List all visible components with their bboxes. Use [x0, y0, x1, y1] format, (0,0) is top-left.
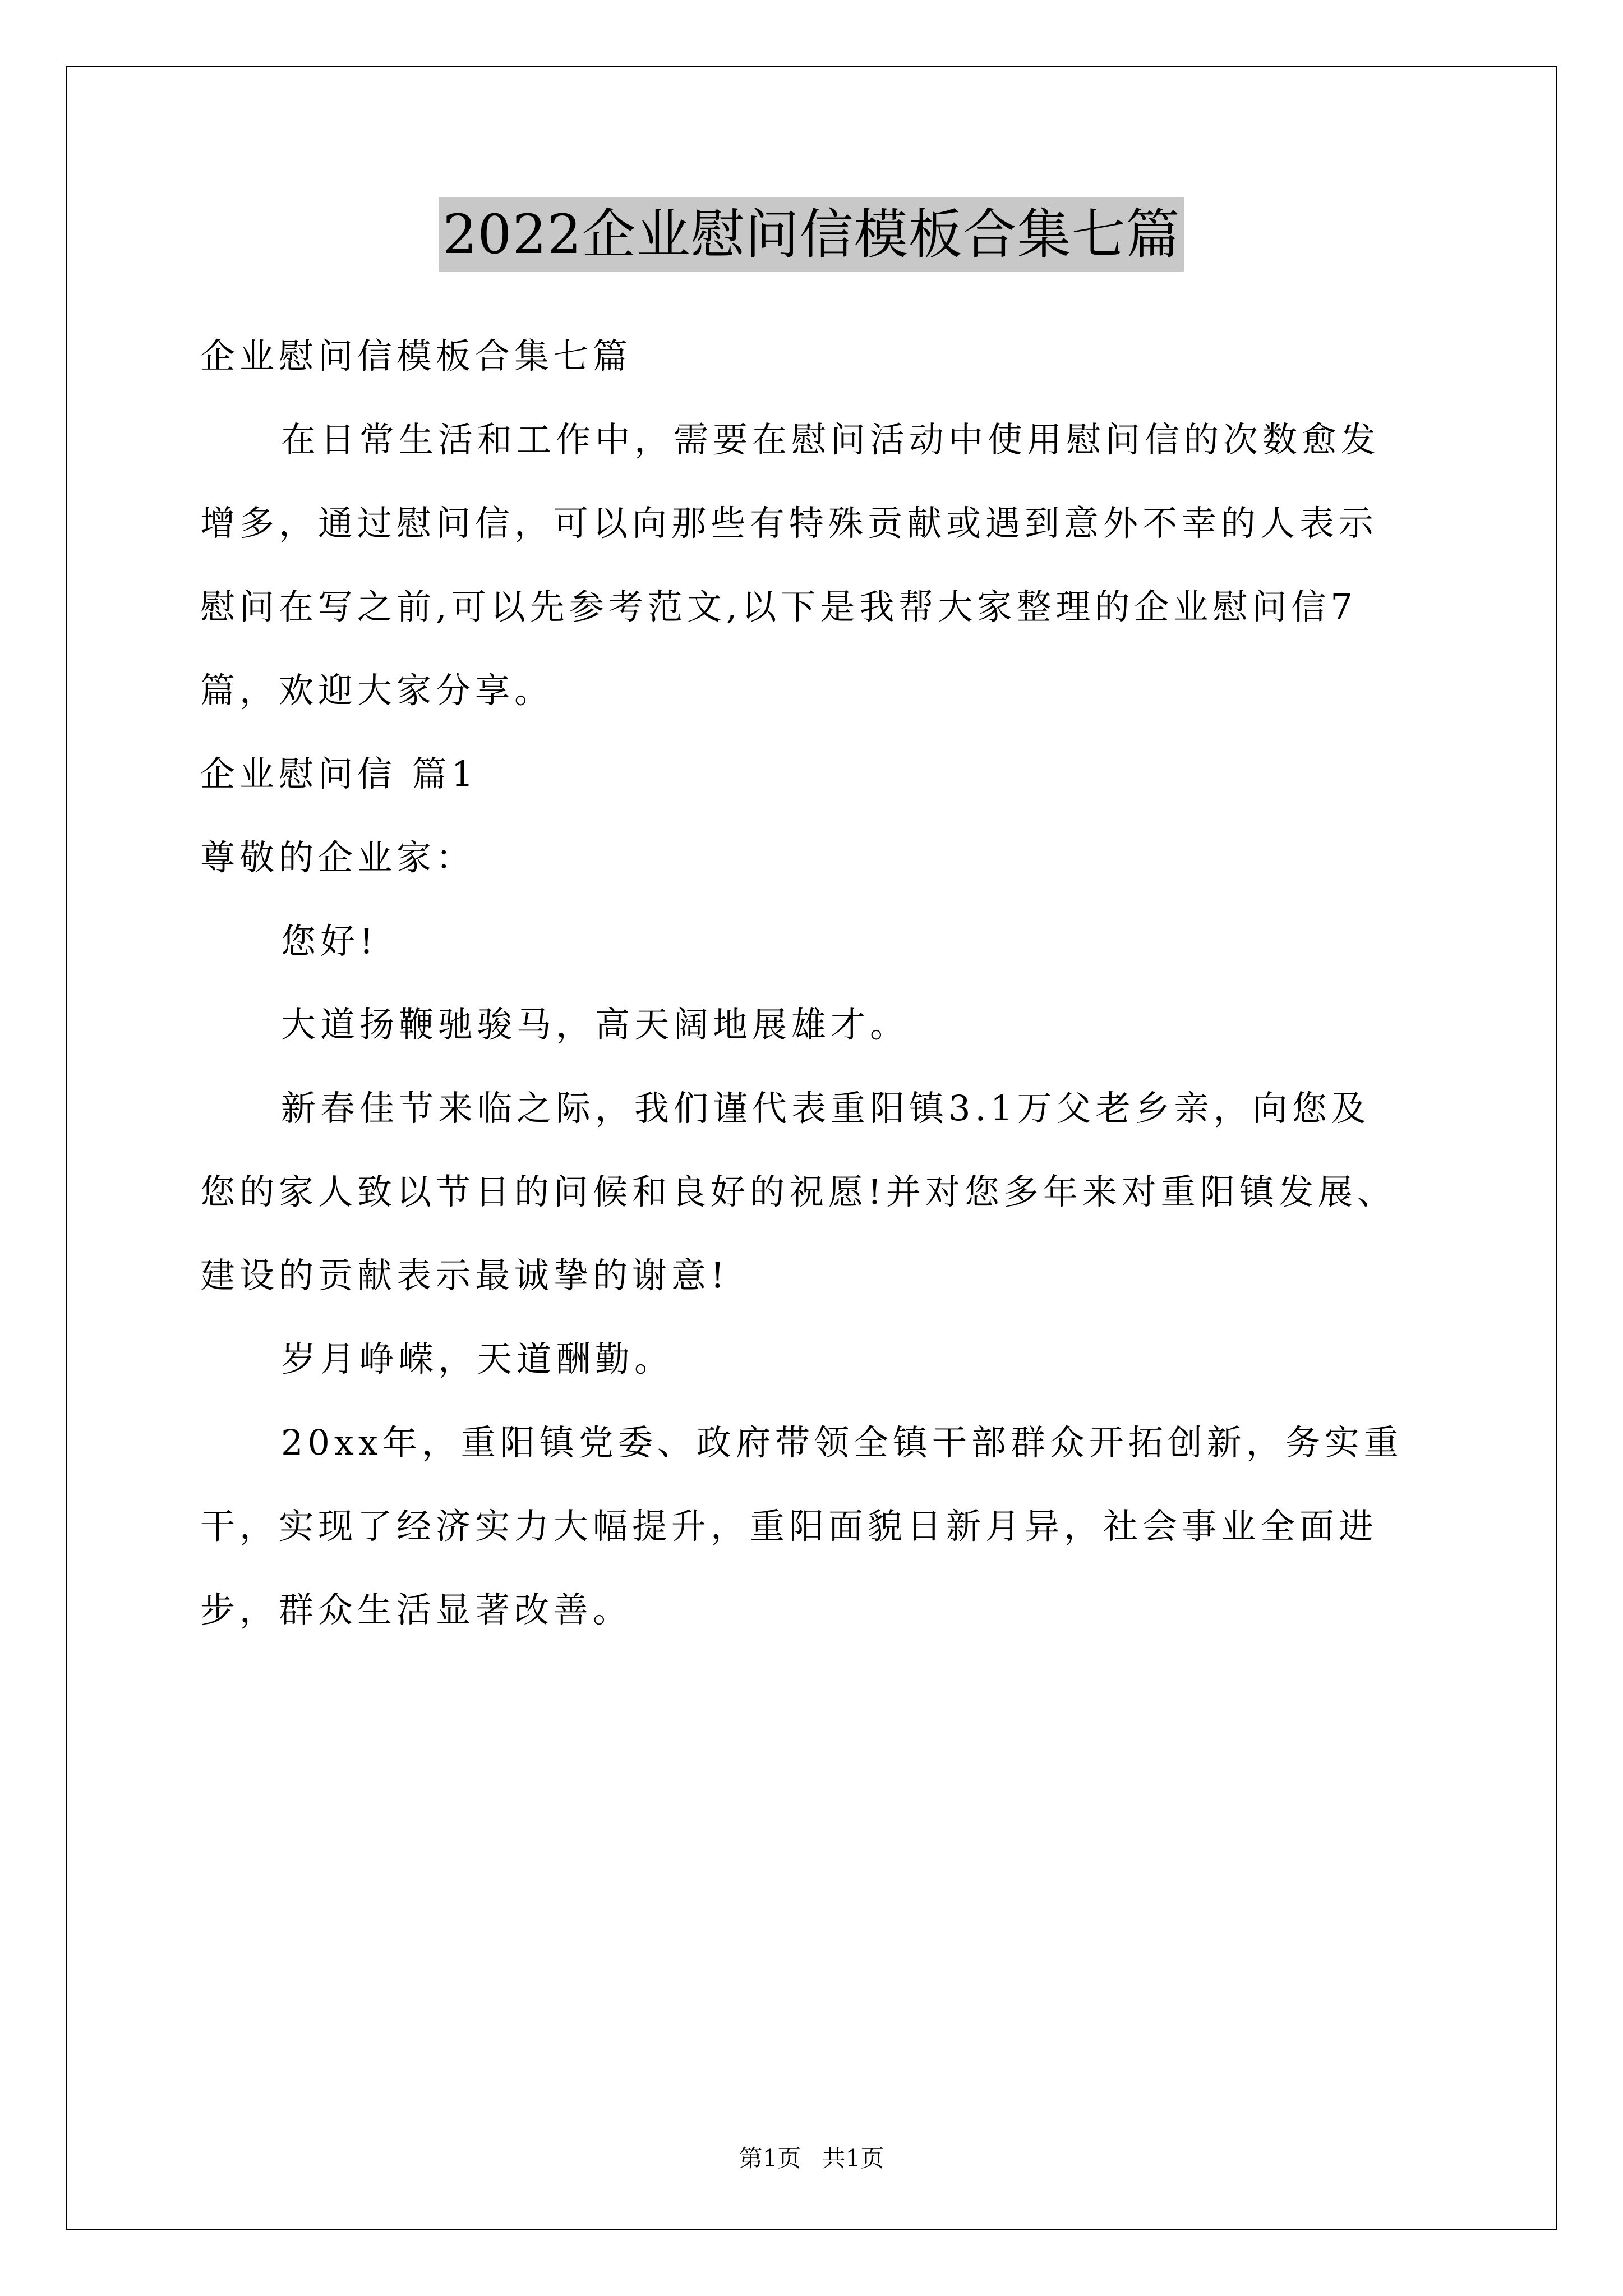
title-container	[0, 197, 1623, 272]
paragraph-line: 篇，欢迎大家分享。	[200, 670, 554, 711]
paragraph-line: 干，实现了经济实力大幅提升，重阳面貌日新月异，社会事业全面进	[200, 1506, 1378, 1547]
document-body	[200, 314, 1434, 1651]
document-title: 2022企业慰问信模板合集七篇	[439, 197, 1183, 272]
paragraph-line: 在日常生活和工作中，需要在慰问活动中使用慰问信的次数愈发	[281, 419, 1381, 460]
paragraph-line: 大道扬鞭驰骏马，高天阔地展雄才。	[281, 1004, 910, 1045]
paragraph-line: 新春佳节来临之际，我们谨代表重阳镇3.1万父老乡亲，向您及	[281, 1088, 1371, 1129]
subtitle-line: 企业慰问信模板合集七篇	[200, 335, 633, 376]
paragraph-line: 20xx年，重阳镇党委、政府带领全镇干部群众开拓创新，务实重	[281, 1422, 1403, 1463]
greeting: 您好!	[281, 921, 378, 961]
page-total: 共1页	[822, 2145, 884, 2172]
salutation: 尊敬的企业家：	[200, 837, 476, 878]
paragraph-line: 建设的贡献表示最诚挚的谢意!	[200, 1255, 729, 1296]
page-number: 第1页	[739, 2145, 801, 2172]
paragraph-line: 步，群众生活显著改善。	[200, 1589, 633, 1630]
page-footer	[0, 2143, 1623, 2174]
paragraph-line: 您的家人致以节日的问候和良好的祝愿!并对您多年来对重阳镇发展、	[200, 1171, 1396, 1212]
section-heading: 企业慰问信 篇1	[200, 753, 478, 794]
paragraph-line: 岁月峥嵘，天道酬勤。	[281, 1338, 674, 1379]
paragraph-line: 增多，通过慰问信，可以向那些有特殊贡献或遇到意外不幸的人表示	[200, 503, 1378, 544]
paragraph-line: 慰问在写之前,可以先参考范文,以下是我帮大家整理的企业慰问信7	[200, 586, 1357, 627]
